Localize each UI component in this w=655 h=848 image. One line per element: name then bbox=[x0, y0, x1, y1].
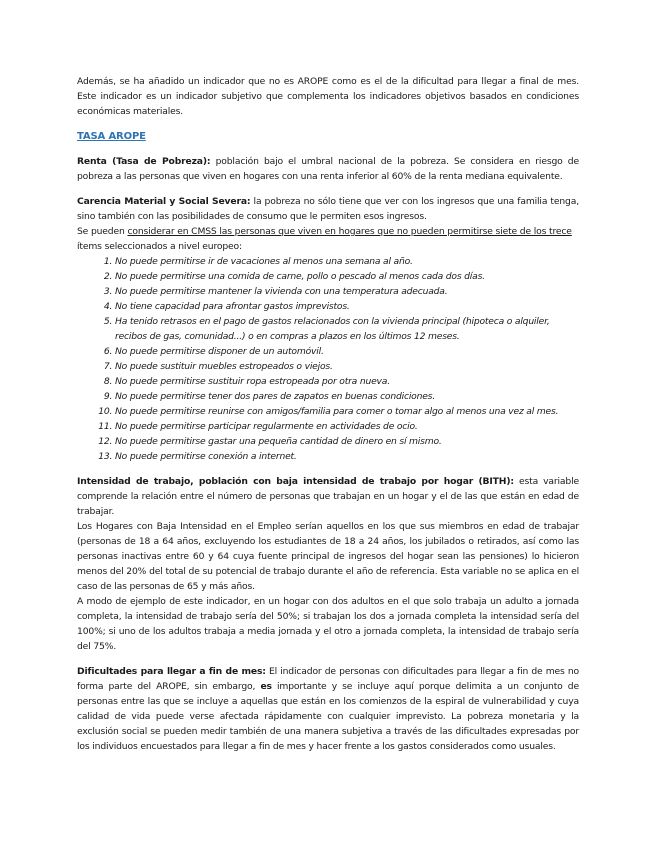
carencia-term: Carencia Material y Social Severa: bbox=[77, 196, 251, 207]
carencia-items-list bbox=[77, 254, 579, 464]
renta-text: población bajo el umbral nacional de la pobreza. Se considera en riesgo de pobreza a las personas que viven en hogares con una renta inferior al 60% de la renta mediana equivalente. bbox=[77, 156, 579, 182]
carencia-item: 11. No puede permitirse participar regularmente en actividades de ocio. bbox=[115, 419, 579, 434]
dificultades-bold-mid: es bbox=[260, 681, 272, 692]
intensidad-paragraph-3: A modo de ejemplo de este indicador, en un hogar con dos adultos en el que solo trabaja un adulto a jornada completa, la intensidad de trabajo sería del 50%; si trabajan los dos a jornada completa la intensidad sería del 100%; si uno de los adultos trabaja a media jornada y el otro a jornada completa, la intensidad de trabajo sería del 75%. bbox=[77, 596, 579, 652]
carencia-item: 4. No tiene capacidad para afrontar gastos imprevistos. bbox=[115, 299, 579, 314]
carencia-item: 12. No puede permitirse gastar una pequeña cantidad de dinero en sí mismo. bbox=[115, 434, 579, 449]
carencia-item: 7. No puede sustituir muebles estropeados o viejos. bbox=[115, 359, 579, 374]
carencia-item: 8. No puede permitirse sustituir ropa estropeada por otra nueva. bbox=[115, 374, 579, 389]
carencia-paragraph bbox=[77, 194, 579, 224]
carencia-text: la pobreza no sólo tiene que ver con los ingresos que una familia tenga, sino también con las posibilidades de consumo que le permiten esos ingresos. bbox=[77, 196, 579, 222]
intensidad-term: Intensidad de trabajo, población con baja intensidad de trabajo por hogar (BITH): bbox=[77, 476, 514, 487]
carencia-item: 5. Ha tenido retrasos en el pago de gastos relacionados con la vivienda principal (hipoteca o alquiler, recibos de gas, comunidad...) o en compras a plazos en los últimos 12 meses. bbox=[115, 314, 579, 344]
carencia-lead-underlined: considerar en CMSS las personas que viven en hogares que no pueden permitirse siete de los trece bbox=[127, 226, 572, 237]
carencia-lead-tail: ítems seleccionados a nivel europeo: bbox=[77, 241, 242, 252]
carencia-item: 2. No puede permitirse una comida de carne, pollo o pescado al menos cada dos días. bbox=[115, 269, 579, 284]
dificultades-paragraph bbox=[77, 664, 579, 754]
intensidad-paragraph bbox=[77, 474, 579, 519]
renta-term: Renta (Tasa de Pobreza): bbox=[77, 156, 211, 167]
carencia-lead-plain: Se pueden bbox=[77, 226, 128, 237]
dificultades-text-2: importante y se incluye aquí porque delimita a un conjunto de personas entre las que se incluye a aquellas que están en los comienzos de la espiral de vulnerabilidad y cuya calidad de vida puede verse afectada rápidamente con cualquier imprevisto. La pobreza monetaria y la exclusión social se pueden medir también de una manera subjetiva a través de las dificultades expresadas por los individuos encuestados para llegar a fin de mes y hacer frente a los gastos considerados como usuales. bbox=[77, 681, 579, 752]
intensidad-paragraph-2: Los Hogares con Baja Intensidad en el Empleo serían aquellos en los que sus miembros en edad de trabajar (personas de 18 a 64 años, excluyendo los estudiantes de 18 a 24 años, los jubilados o retirados, así como las personas inactivas entre 60 y 64 cuya fuente principal de ingresos del hogar sean las pensiones) lo hicieron menos del 20% del total de su potencial de trabajo durante el año de referencia. Esta variable no se aplica en el caso de las personas de 65 y más años. bbox=[77, 521, 579, 592]
carencia-item: 10. No puede permitirse reunirse con amigos/familia para comer o tomar algo al menos una vez al mes. bbox=[115, 404, 579, 419]
carencia-item: 13. No puede permitirse conexión a internet. bbox=[115, 449, 579, 464]
carencia-item: 1. No puede permitirse ir de vacaciones al menos una semana al año. bbox=[115, 254, 579, 269]
carencia-item: 6. No puede permitirse disponer de un automóvil. bbox=[115, 344, 579, 359]
dificultades-text-1: El indicador de personas con dificultades para llegar a fin de mes no forma parte del AROPE, sin embargo, bbox=[77, 666, 579, 692]
carencia-item: 3. No puede permitirse mantener la vivienda con una temperatura adecuada. bbox=[115, 284, 579, 299]
intensidad-text: esta variable comprende la relación entre el número de personas que trabajan en un hogar y el de las que están en edad de trabajar. bbox=[77, 476, 580, 517]
dificultades-term: Dificultades para llegar a fin de mes: bbox=[77, 666, 266, 677]
section-heading-tasa-arope: TASA AROPE bbox=[77, 131, 146, 142]
renta-paragraph bbox=[77, 154, 579, 184]
intro-paragraph: Además, se ha añadido un indicador que no es AROPE como es el de la dificultad para llegar a final de mes. Este indicador es un indicador subjetivo que complementa los indicadores objetivos basados en condiciones económicas materiales. bbox=[77, 76, 579, 117]
document-page bbox=[77, 74, 579, 754]
carencia-item: 9. No puede permitirse tener dos pares de zapatos en buenas condiciones. bbox=[115, 389, 579, 404]
carencia-lead bbox=[77, 224, 579, 254]
